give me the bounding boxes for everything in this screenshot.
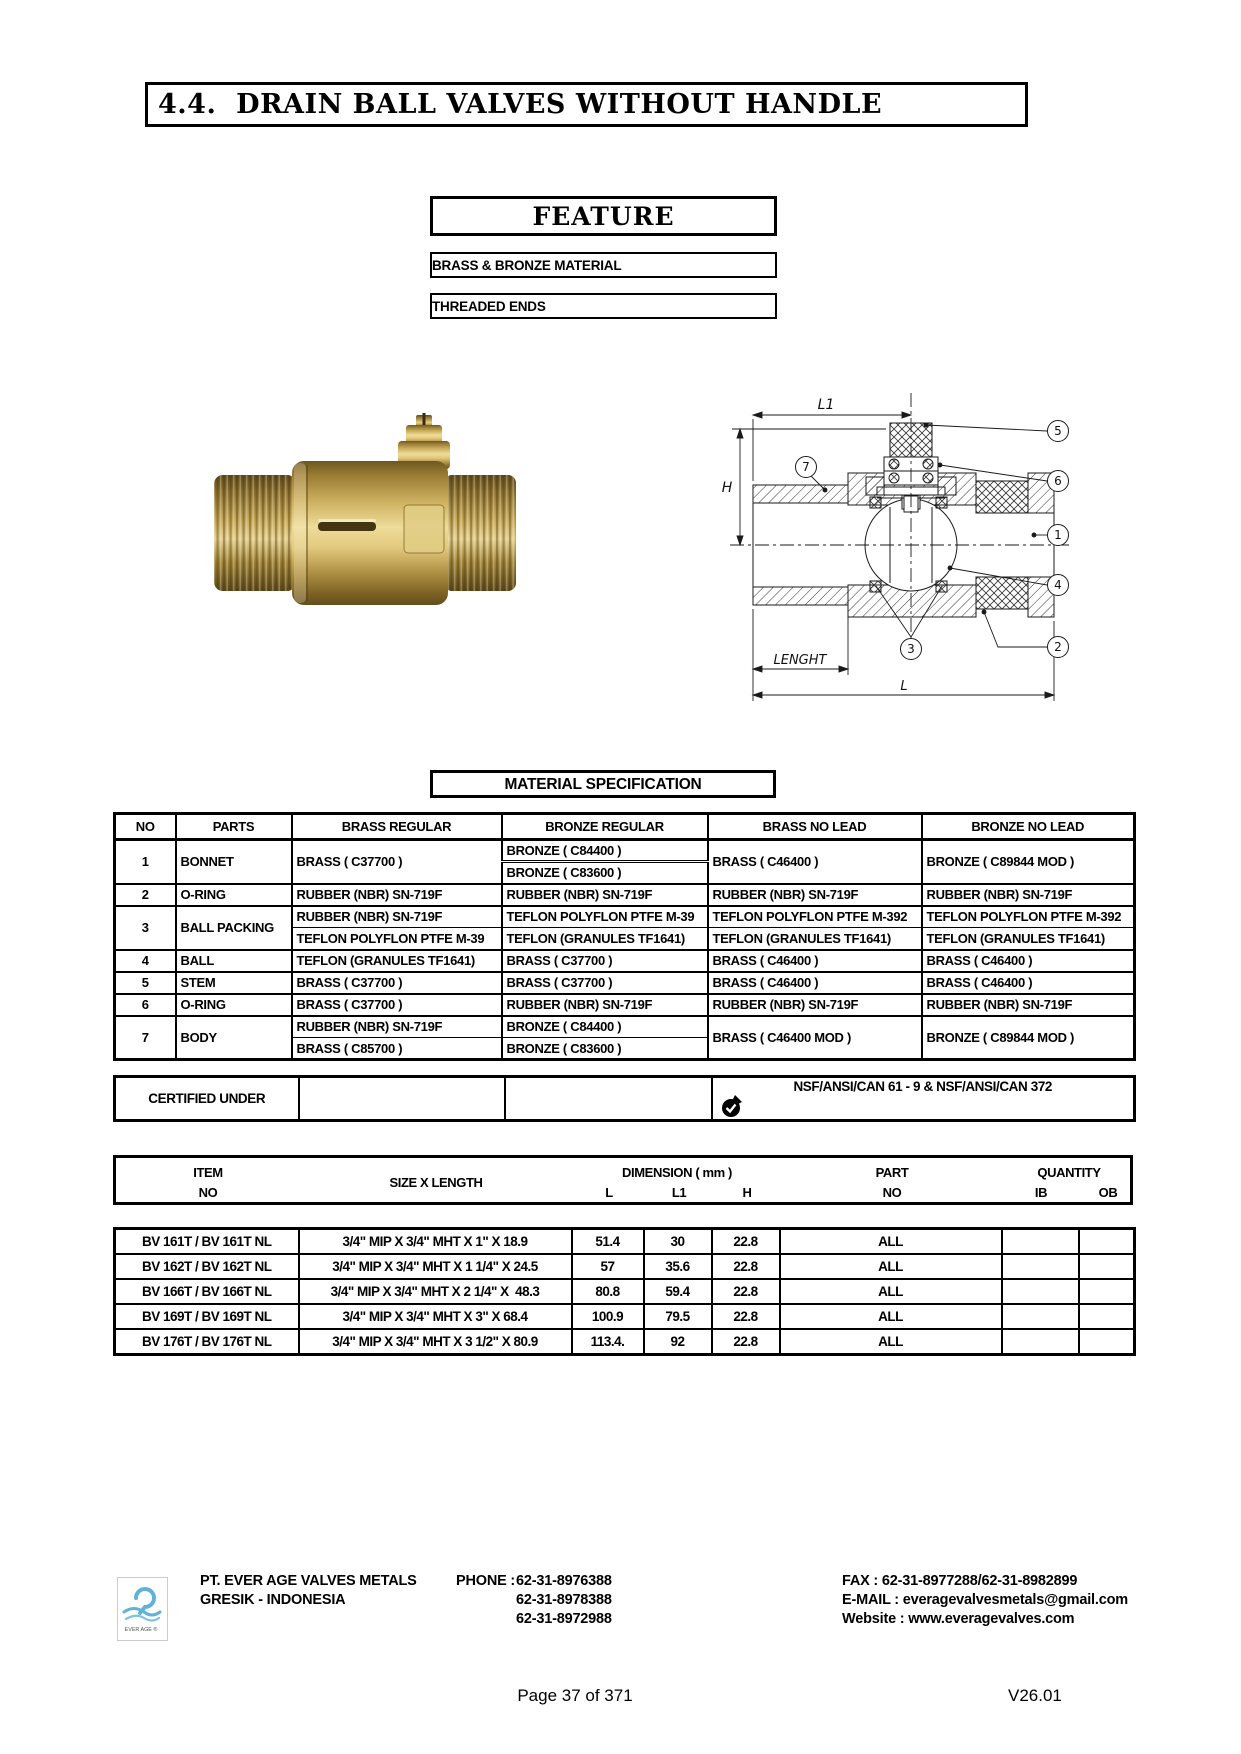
- header-h: H: [742, 1185, 752, 1200]
- cell-size: 3/4" MIP X 3/4" MHT X 1" X 18.9: [299, 1229, 572, 1255]
- cell-size: 3/4" MIP X 3/4" MHT X 3" X 68.4: [299, 1304, 572, 1329]
- size-table-header: [113, 1155, 1133, 1205]
- table-cell: 3: [115, 906, 176, 950]
- cell-ib: [1002, 1279, 1079, 1304]
- section-title: 4.4. DRAIN BALL VALVES WITHOUT HANDLE: [145, 82, 1028, 127]
- size-table: [113, 1227, 1136, 1356]
- table-row: [115, 1279, 1135, 1304]
- table-row: [115, 1229, 1135, 1255]
- dim-label-h: H: [721, 480, 733, 496]
- col-bronze-regular: BRONZE REGULAR: [502, 814, 708, 840]
- table-cell: TEFLON POLYFLON PTFE M-39: [502, 906, 708, 928]
- table-cell: RUBBER (NBR) SN-719F: [922, 994, 1135, 1016]
- table-cell: TEFLON POLYFLON PTFE M-392: [922, 906, 1135, 928]
- certified-value-cell: [712, 1077, 1135, 1121]
- table-cell: BRASS ( C46400 ): [708, 950, 922, 972]
- cell-item: BV 161T / BV 161T NL: [115, 1229, 299, 1255]
- cell-part: ALL: [780, 1304, 1002, 1329]
- header-part-no: NO: [882, 1185, 902, 1200]
- header-item-no: NO: [198, 1185, 218, 1200]
- table-cell: TEFLON POLYFLON PTFE M-39: [292, 928, 502, 950]
- cell-size: 3/4" MIP X 3/4" MHT X 2 1/4" X 48.3: [299, 1279, 572, 1304]
- table-cell: 4: [115, 950, 176, 972]
- cell-item: BV 166T / BV 166T NL: [115, 1279, 299, 1304]
- table-row: [115, 1254, 1135, 1279]
- cell-item: BV 162T / BV 162T NL: [115, 1254, 299, 1279]
- table-cell: RUBBER (NBR) SN-719F: [292, 906, 502, 928]
- table-cell: BONNET: [176, 840, 292, 884]
- cell-h: 22.8: [712, 1279, 780, 1304]
- table-cell: BRONZE ( C84400 ): [502, 1016, 708, 1038]
- website-line: Website : www.everagevalves.com: [842, 1611, 1075, 1627]
- table-header-row: [115, 814, 1135, 840]
- company-city: GRESIK - INDONESIA: [200, 1592, 346, 1608]
- table-cell: BRONZE ( C83600 ): [502, 862, 708, 884]
- valve-photo-graphic: [210, 413, 520, 618]
- fax-line: FAX : 62-31-8977288/62-31-8982899: [842, 1573, 1078, 1589]
- cell-part: ALL: [780, 1254, 1002, 1279]
- cell-ob: [1079, 1254, 1135, 1279]
- certified-value: NSF/ANSI/CAN 61 - 9 & NSF/ANSI/CAN 372: [793, 1079, 1053, 1094]
- everage-logo-graphic: [118, 1578, 165, 1638]
- table-cell: BRASS ( C46400 ): [922, 972, 1135, 994]
- cell-ob: [1079, 1304, 1135, 1329]
- table-cell: 7: [115, 1016, 176, 1060]
- logo-text: EVER AGE ®: [124, 1627, 158, 1633]
- callout-1: 1: [1054, 528, 1062, 542]
- table-cell: BRONZE ( C89844 MOD ): [922, 1016, 1135, 1060]
- company-name: PT. EVER AGE VALVES METALS: [200, 1573, 417, 1589]
- cell-h: 22.8: [712, 1329, 780, 1355]
- table-cell: TEFLON (GRANULES TF1641): [292, 950, 502, 972]
- table-cell: RUBBER (NBR) SN-719F: [708, 994, 922, 1016]
- feature-ends: THREADED ENDS: [430, 293, 777, 319]
- feature-heading: FEATURE: [430, 196, 777, 236]
- cell-l1: 92: [644, 1329, 712, 1355]
- cell-ob: [1079, 1229, 1135, 1255]
- header-part: PART: [875, 1165, 909, 1180]
- col-brass-regular: BRASS REGULAR: [292, 814, 502, 840]
- header-l1: L1: [671, 1185, 687, 1200]
- callout-2: 2: [1054, 640, 1062, 654]
- cell-size: 3/4" MIP X 3/4" MHT X 1 1/4" X 24.5: [299, 1254, 572, 1279]
- table-cell: [299, 1077, 505, 1121]
- table-cell: RUBBER (NBR) SN-719F: [708, 884, 922, 906]
- valve-cross-section-drawing: [698, 385, 1086, 713]
- table-cell: TEFLON POLYFLON PTFE M-392: [708, 906, 922, 928]
- header-dimension: DIMENSION ( mm ): [622, 1165, 732, 1180]
- dim-label-l: L: [900, 679, 908, 694]
- table-cell: BRASS ( C85700 ): [292, 1038, 502, 1060]
- phone-label: PHONE :: [456, 1573, 516, 1589]
- table-cell: O-RING: [176, 994, 292, 1016]
- header-ob: OB: [1098, 1185, 1118, 1200]
- callout-6: 6: [1054, 474, 1062, 488]
- table-cell: 1: [115, 840, 176, 884]
- header-item: ITEM: [193, 1165, 223, 1180]
- table-cell: RUBBER (NBR) SN-719F: [502, 884, 708, 906]
- table-cell: BODY: [176, 1016, 292, 1060]
- table-cell: BRASS ( C46400 MOD ): [708, 1016, 922, 1060]
- cell-part: ALL: [780, 1229, 1002, 1255]
- table-cell: BRASS ( C46400 ): [708, 972, 922, 994]
- col-brass-no-lead: BRASS NO LEAD: [708, 814, 922, 840]
- email-line: E-MAIL : everagevalvesmetals@gmail.com: [842, 1592, 1128, 1608]
- table-cell: BRASS ( C37700 ): [292, 994, 502, 1016]
- cell-ib: [1002, 1329, 1079, 1355]
- callout-3: 3: [907, 642, 915, 656]
- table-cell: O-RING: [176, 884, 292, 906]
- header-l: L: [605, 1185, 613, 1200]
- phone-number-1: 62-31-8976388: [516, 1573, 612, 1589]
- table-cell: BRASS ( C37700 ): [502, 972, 708, 994]
- cell-h: 22.8: [712, 1229, 780, 1255]
- table-row: [115, 994, 1135, 1016]
- certified-table: [113, 1075, 1136, 1122]
- table-row: [115, 1077, 1135, 1121]
- table-cell: TEFLON (GRANULES TF1641): [922, 928, 1135, 950]
- material-spec-heading: MATERIAL SPECIFICATION: [430, 770, 776, 798]
- cell-part: ALL: [780, 1329, 1002, 1355]
- table-cell: 2: [115, 884, 176, 906]
- table-cell: BRONZE ( C83600 ): [502, 1038, 708, 1060]
- table-cell: BRASS ( C46400 ): [708, 840, 922, 884]
- callout-5: 5: [1054, 424, 1062, 438]
- table-cell: 5: [115, 972, 176, 994]
- phone-number-2: 62-31-8978388: [516, 1592, 612, 1608]
- phone-number-3: 62-31-8972988: [516, 1611, 612, 1627]
- table-row: [115, 1016, 1135, 1038]
- table-cell: STEM: [176, 972, 292, 994]
- table-row: [115, 950, 1135, 972]
- cell-l: 80.8: [572, 1279, 644, 1304]
- table-cell: BRASS ( C46400 ): [922, 950, 1135, 972]
- col-bronze-no-lead: BRONZE NO LEAD: [922, 814, 1135, 840]
- dim-label-lenght: LENGHT: [773, 653, 827, 668]
- page-number: Page 37 of 371: [517, 1686, 633, 1705]
- cell-ob: [1079, 1329, 1135, 1355]
- table-cell: [505, 1077, 712, 1121]
- table-cell: BALL PACKING: [176, 906, 292, 950]
- table-row: [115, 1304, 1135, 1329]
- cell-ib: [1002, 1304, 1079, 1329]
- table-cell: RUBBER (NBR) SN-719F: [502, 994, 708, 1016]
- table-cell: BRASS ( C37700 ): [292, 840, 502, 884]
- valve-drawing-graphic: [698, 385, 1086, 713]
- certified-label: CERTIFIED UNDER: [115, 1077, 299, 1121]
- table-row: [115, 906, 1135, 928]
- cell-l1: 59.4: [644, 1279, 712, 1304]
- table-cell: RUBBER (NBR) SN-719F: [292, 1016, 502, 1038]
- table-cell: RUBBER (NBR) SN-719F: [292, 884, 502, 906]
- table-row: [115, 840, 1135, 862]
- cell-size: 3/4" MIP X 3/4" MHT X 3 1/2" X 80.9: [299, 1329, 572, 1355]
- nsf-certification-icon: [721, 1094, 743, 1118]
- table-cell: BALL: [176, 950, 292, 972]
- table-row: [115, 972, 1135, 994]
- header-quantity: QUANTITY: [1037, 1165, 1101, 1180]
- callout-4: 4: [1054, 578, 1062, 592]
- cell-l1: 79.5: [644, 1304, 712, 1329]
- table-cell: RUBBER (NBR) SN-719F: [922, 884, 1135, 906]
- table-cell: 6: [115, 994, 176, 1016]
- table-cell: TEFLON (GRANULES TF1641): [502, 928, 708, 950]
- cell-item: BV 176T / BV 176T NL: [115, 1329, 299, 1355]
- cell-h: 22.8: [712, 1254, 780, 1279]
- col-parts: PARTS: [176, 814, 292, 840]
- header-size: SIZE X LENGTH: [389, 1175, 483, 1190]
- table-row: [115, 884, 1135, 906]
- cell-ib: [1002, 1254, 1079, 1279]
- cell-l: 57: [572, 1254, 644, 1279]
- cell-l1: 35.6: [644, 1254, 712, 1279]
- table-cell: BRONZE ( C84400 ): [502, 840, 708, 862]
- cell-ob: [1079, 1279, 1135, 1304]
- cell-l1: 30: [644, 1229, 712, 1255]
- feature-material: BRASS & BRONZE MATERIAL: [430, 252, 777, 278]
- cell-l: 113.4.: [572, 1329, 644, 1355]
- col-no: NO: [115, 814, 176, 840]
- table-cell: BRASS ( C37700 ): [292, 972, 502, 994]
- cell-item: BV 169T / BV 169T NL: [115, 1304, 299, 1329]
- valve-photo: [210, 413, 520, 618]
- table-cell: TEFLON (GRANULES TF1641): [708, 928, 922, 950]
- callout-7: 7: [802, 460, 810, 474]
- cell-part: ALL: [780, 1279, 1002, 1304]
- header-ib: IB: [1034, 1185, 1048, 1200]
- cell-ib: [1002, 1229, 1079, 1255]
- cell-l: 51.4: [572, 1229, 644, 1255]
- material-spec-table: [113, 812, 1136, 1061]
- cell-l: 100.9: [572, 1304, 644, 1329]
- dim-label-l1: L1: [817, 397, 835, 413]
- everage-logo: [117, 1577, 168, 1641]
- table-cell: BRASS ( C37700 ): [502, 950, 708, 972]
- table-cell: BRONZE ( C89844 MOD ): [922, 840, 1135, 884]
- version-label: V26.01: [1008, 1686, 1062, 1705]
- cell-h: 22.8: [712, 1304, 780, 1329]
- table-row: [115, 1329, 1135, 1355]
